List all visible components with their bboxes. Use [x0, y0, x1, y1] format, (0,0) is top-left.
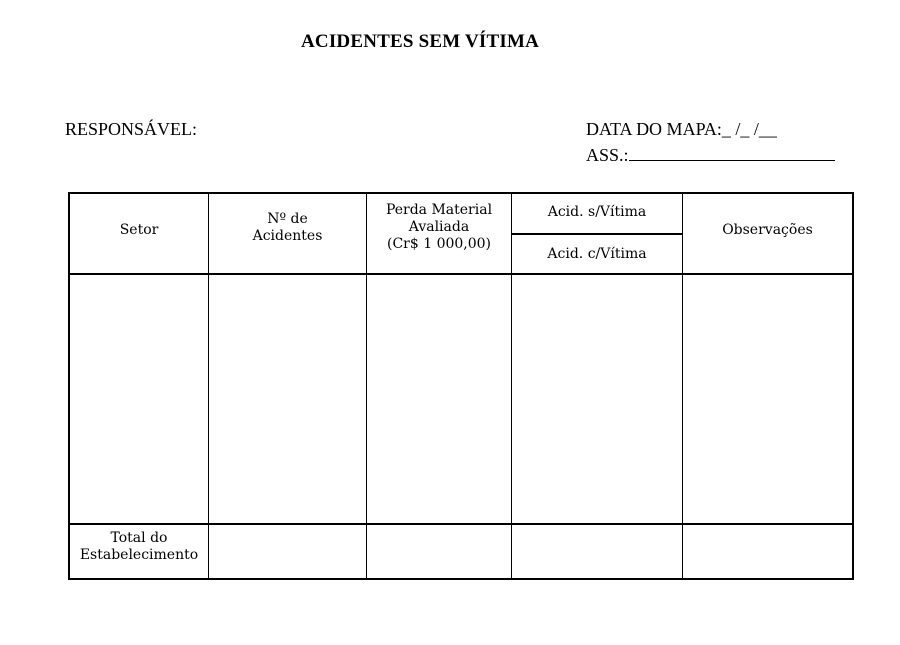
header-num-acidentes-line1: Nº de: [267, 211, 308, 227]
acid-split-rule: [511, 233, 682, 235]
header-observacoes: Observações: [722, 222, 813, 238]
header-setor: Setor: [119, 222, 159, 238]
responsavel-label: RESPONSÁVEL:: [65, 119, 198, 139]
accidents-table: [68, 192, 854, 580]
header-bottom-rule: [70, 273, 852, 275]
header-perda-line2: Avaliada: [408, 219, 470, 235]
header-perda-material: [367, 202, 511, 253]
assinatura-line: [629, 143, 835, 161]
header-num-acidentes: [209, 211, 366, 245]
data-do-mapa-label: DATA DO MAPA:_ /_ /__: [586, 119, 777, 139]
footer-total-line2: Estabelecimento: [79, 547, 199, 563]
header-num-acidentes-line2: Acidentes: [252, 228, 323, 244]
header-acid-com-vitima: Acid. c/Vítima: [547, 246, 647, 262]
document-title: ACIDENTES SEM VÍTIMA: [300, 31, 540, 52]
assinatura-label: ASS.:: [586, 145, 629, 165]
header-perda-line3: (Cr$ 1 000,00): [386, 236, 492, 252]
footer-total-estabelecimento: [70, 530, 208, 564]
footer-total-line1: Total do: [110, 530, 168, 546]
assinatura-field: [586, 143, 835, 166]
header-acid-sem-vitima: Acid. s/Vítima: [547, 204, 647, 220]
footer-top-rule: [70, 523, 852, 525]
column-divider: [208, 194, 209, 578]
column-divider: [682, 194, 683, 578]
header-perda-line1: Perda Material: [385, 202, 493, 218]
